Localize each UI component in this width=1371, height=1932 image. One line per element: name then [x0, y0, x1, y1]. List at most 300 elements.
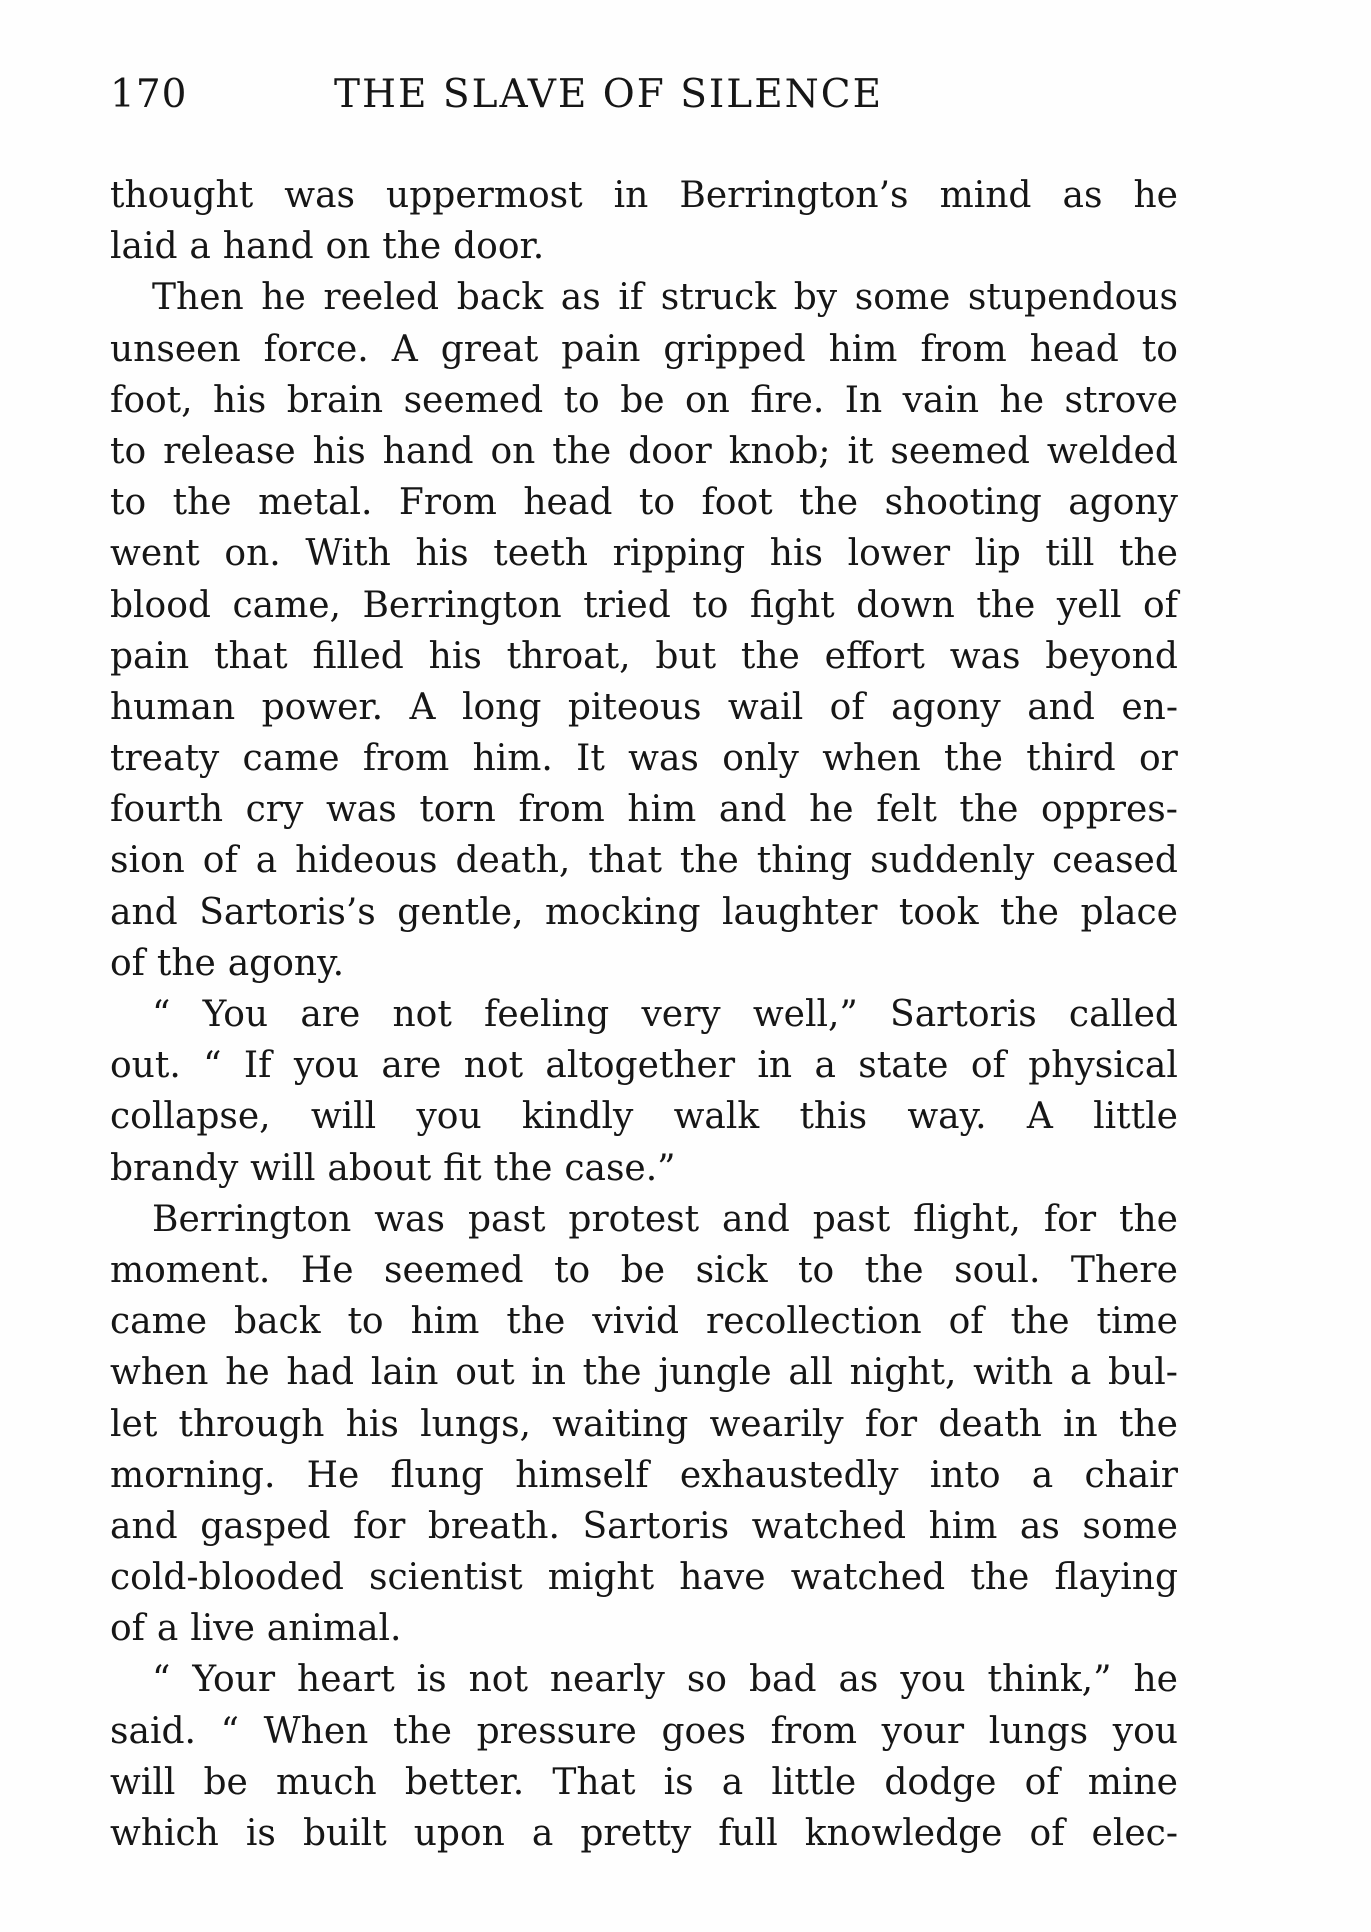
- word: filled: [312, 635, 404, 677]
- word: foot,: [110, 379, 193, 421]
- word: brain: [286, 379, 384, 421]
- word: the: [1119, 1198, 1178, 1240]
- word: his: [428, 635, 482, 677]
- word: the: [172, 482, 232, 524]
- word: to: [110, 482, 147, 524]
- word: the: [582, 1352, 642, 1394]
- word: be: [203, 1761, 248, 1803]
- text-line: [110, 1040, 1178, 1091]
- word: lip: [974, 533, 1021, 575]
- word: the: [864, 1249, 924, 1291]
- word: you: [293, 1045, 360, 1087]
- word: dodge: [884, 1761, 997, 1803]
- word: is: [416, 1659, 447, 1701]
- word: pain: [561, 328, 641, 370]
- word: hand: [222, 226, 314, 268]
- word: with: [973, 1352, 1054, 1394]
- word: for: [864, 1403, 918, 1445]
- word: past: [812, 1198, 891, 1240]
- word: the: [1119, 533, 1178, 575]
- word: reeled: [323, 277, 440, 319]
- word: seemed: [403, 379, 544, 421]
- word: and: [110, 1505, 178, 1547]
- word: state: [858, 1045, 949, 1087]
- word: foot: [701, 482, 773, 524]
- word: said.: [110, 1710, 196, 1752]
- word: case.”: [564, 1147, 676, 1189]
- running-head: [110, 72, 1178, 132]
- word: “: [220, 1710, 240, 1752]
- word: night,: [849, 1352, 957, 1394]
- word: power.: [261, 686, 384, 728]
- word: human: [110, 686, 236, 728]
- word: him: [627, 789, 697, 831]
- word: If: [243, 1045, 272, 1087]
- text-line: [110, 1296, 1178, 1347]
- word: suddenly: [870, 840, 1035, 882]
- word: beyond: [1045, 635, 1178, 677]
- text-line: [110, 221, 1178, 272]
- text-line: [110, 580, 1178, 631]
- word: well,”: [752, 994, 858, 1035]
- word: and: [1027, 686, 1095, 728]
- word: shooting: [884, 482, 1042, 524]
- word: kindly: [521, 1096, 634, 1138]
- word: and: [722, 1198, 790, 1240]
- word: when: [822, 738, 921, 780]
- word: vain: [902, 379, 980, 421]
- word: of: [110, 1608, 145, 1650]
- word: recollection: [705, 1301, 922, 1343]
- word: laid: [110, 226, 178, 268]
- word: much: [276, 1761, 377, 1803]
- word: A: [391, 328, 418, 370]
- word: the: [382, 226, 442, 268]
- word: fit: [443, 1147, 482, 1189]
- word: sion: [110, 840, 185, 882]
- word: Berrington: [152, 1198, 352, 1240]
- word: to: [554, 1249, 591, 1291]
- word: not: [468, 1659, 528, 1701]
- word: the: [679, 840, 739, 882]
- word: way.: [907, 1096, 987, 1138]
- word: of: [1029, 1813, 1065, 1854]
- word: not: [463, 1045, 524, 1087]
- word: of: [110, 942, 145, 984]
- word: thing: [756, 840, 853, 882]
- word: to: [347, 1301, 384, 1343]
- word: heart: [297, 1659, 395, 1701]
- word: great: [440, 328, 539, 370]
- word: by: [793, 277, 838, 319]
- word: built: [302, 1813, 387, 1854]
- word: treaty: [110, 738, 220, 780]
- word: the: [970, 1557, 1030, 1599]
- word: in: [613, 175, 649, 216]
- word: back: [234, 1301, 321, 1343]
- word: as: [1062, 175, 1103, 216]
- word: mine: [1087, 1761, 1178, 1803]
- word: soul.: [954, 1249, 1041, 1291]
- word: animal.: [266, 1608, 402, 1650]
- word: seemed: [890, 430, 1030, 472]
- word: exhaustedly: [679, 1454, 899, 1496]
- word: if: [618, 277, 644, 319]
- word: live: [190, 1608, 255, 1650]
- word: long: [461, 686, 542, 728]
- word: he: [999, 379, 1045, 421]
- text-line: [110, 1603, 1178, 1654]
- word: a: [156, 1608, 179, 1650]
- word: “: [152, 994, 171, 1035]
- word: watched: [790, 1557, 946, 1599]
- word: in: [531, 1352, 566, 1394]
- word: went: [110, 533, 200, 575]
- word: is: [245, 1813, 276, 1854]
- word: have: [679, 1557, 766, 1599]
- word: his: [312, 430, 366, 472]
- word: on: [325, 226, 371, 268]
- text-line: [110, 682, 1178, 733]
- word: fourth: [110, 789, 224, 831]
- word: let: [110, 1403, 158, 1445]
- word: gasped: [200, 1505, 331, 1547]
- word: from: [920, 328, 1007, 370]
- word: strove: [1064, 379, 1178, 421]
- word: yell: [1056, 584, 1122, 626]
- word: a: [721, 1761, 744, 1803]
- word: agony: [891, 686, 1001, 728]
- word: to: [798, 1249, 835, 1291]
- word: little: [1093, 1096, 1178, 1138]
- text-line: [110, 1706, 1178, 1757]
- word: down: [856, 584, 955, 626]
- word: felt: [876, 789, 937, 831]
- word: he: [809, 789, 854, 831]
- word: force.: [263, 328, 369, 370]
- word: he: [225, 1352, 270, 1394]
- word: altogether: [545, 1045, 736, 1087]
- word: that: [214, 635, 288, 677]
- word: protest: [568, 1198, 700, 1240]
- word: your: [881, 1710, 965, 1752]
- word: full: [718, 1813, 778, 1854]
- word: flight,: [913, 1198, 1021, 1240]
- text-line: [110, 1808, 1178, 1859]
- word: elec-: [1091, 1813, 1178, 1854]
- word: the: [799, 482, 859, 524]
- word: head: [523, 482, 613, 524]
- page-number: 170: [110, 72, 188, 117]
- word: him: [410, 1301, 480, 1343]
- word: he: [261, 277, 306, 319]
- word: you: [416, 1096, 482, 1138]
- word: nearly: [549, 1659, 665, 1701]
- text-line: [110, 1552, 1178, 1603]
- word: Sartoris: [582, 1505, 730, 1547]
- text-line: [110, 1501, 1178, 1552]
- word: came: [242, 738, 340, 780]
- word: third: [1026, 738, 1116, 780]
- word: into: [929, 1454, 1001, 1496]
- word: physical: [1028, 1045, 1178, 1087]
- word: mind: [939, 175, 1032, 216]
- word: He: [306, 1454, 360, 1496]
- word: torn: [419, 789, 496, 831]
- word: bul-: [1108, 1352, 1178, 1394]
- word: of: [829, 686, 865, 728]
- word: oppres-: [1040, 789, 1178, 831]
- word: from: [770, 1710, 858, 1752]
- word: for: [353, 1505, 406, 1547]
- word: hideous: [295, 840, 438, 882]
- word: and: [718, 789, 787, 831]
- word: his: [769, 533, 823, 575]
- word: agony: [1068, 482, 1178, 524]
- word: Sartoris’s: [199, 891, 376, 933]
- word: a: [814, 1045, 836, 1087]
- word: back: [456, 277, 544, 319]
- word: was: [325, 789, 397, 831]
- text-line: [110, 784, 1178, 835]
- text-line: [110, 1245, 1178, 1296]
- text-line: [110, 324, 1178, 375]
- text-line: [110, 272, 1178, 323]
- word: it: [847, 430, 874, 472]
- word: will: [310, 1096, 377, 1138]
- text-line: [110, 938, 1178, 989]
- word: the: [506, 1301, 566, 1343]
- word: the: [944, 738, 1003, 780]
- word: piteous: [567, 686, 702, 728]
- word: was: [949, 635, 1021, 677]
- word: There: [1070, 1249, 1178, 1291]
- text-line: [110, 887, 1178, 938]
- word: his: [415, 533, 469, 575]
- word: the: [976, 584, 1036, 626]
- word: as: [560, 277, 601, 319]
- word: came,: [232, 584, 341, 626]
- word: in: [1063, 1403, 1098, 1445]
- word: be: [620, 1249, 666, 1291]
- word: Sartoris: [890, 994, 1037, 1035]
- text-line: [110, 1091, 1178, 1142]
- word: wearily: [709, 1403, 844, 1445]
- word: fight: [749, 584, 835, 626]
- word: upon: [413, 1813, 505, 1854]
- word: some: [854, 277, 951, 319]
- word: the: [552, 430, 612, 472]
- word: en-: [1121, 686, 1178, 728]
- word: teeth: [493, 533, 588, 575]
- word: gentle,: [397, 891, 524, 933]
- word: through: [178, 1403, 325, 1445]
- word: be: [620, 379, 665, 421]
- word: scientist: [369, 1557, 523, 1599]
- book-title: THE SLAVE OF SILENCE: [334, 72, 884, 117]
- word: a: [189, 226, 211, 268]
- word: A: [409, 686, 436, 728]
- word: think,”: [987, 1659, 1112, 1701]
- word: head: [1029, 328, 1119, 370]
- text-line: [110, 1757, 1178, 1808]
- word: Berrington’s: [679, 175, 909, 216]
- text-line: [110, 528, 1178, 579]
- word: to: [638, 482, 675, 524]
- word: knowledge: [804, 1813, 1003, 1854]
- word: He: [300, 1249, 354, 1291]
- word: thought: [110, 175, 254, 216]
- word: about: [327, 1147, 432, 1189]
- word: feeling: [484, 994, 610, 1035]
- word: When: [263, 1710, 369, 1752]
- word: door: [628, 430, 712, 472]
- word: him: [828, 328, 898, 370]
- word: from: [362, 738, 450, 780]
- word: the: [1010, 1301, 1070, 1343]
- word: you: [900, 1659, 966, 1701]
- word: uppermost: [386, 175, 583, 216]
- word: struck: [660, 277, 777, 319]
- text-line: [110, 1654, 1178, 1705]
- text-line: [110, 1450, 1178, 1501]
- word: of: [202, 840, 238, 882]
- word: will: [250, 1147, 316, 1189]
- word: time: [1096, 1301, 1178, 1343]
- word: was: [284, 175, 356, 216]
- word: all: [788, 1352, 833, 1394]
- word: will: [110, 1761, 176, 1803]
- word: called: [1068, 994, 1178, 1035]
- word: little: [771, 1761, 857, 1803]
- word: came: [110, 1301, 208, 1343]
- text-line: [110, 1143, 1178, 1194]
- word: his: [213, 379, 267, 421]
- text-line: [110, 375, 1178, 426]
- word: better.: [404, 1761, 525, 1803]
- word: lower: [847, 533, 951, 575]
- word: you: [1112, 1710, 1178, 1752]
- word: on: [490, 430, 536, 472]
- word: past: [467, 1198, 546, 1240]
- word: from: [518, 789, 605, 831]
- word: bad: [748, 1659, 817, 1701]
- word: waiting: [552, 1403, 689, 1445]
- word: out: [455, 1352, 515, 1394]
- word: place: [1080, 891, 1178, 933]
- word: release: [163, 430, 296, 472]
- word: lain: [370, 1352, 439, 1394]
- word: him.: [472, 738, 553, 780]
- word: ceased: [1052, 840, 1178, 882]
- word: lungs: [988, 1710, 1089, 1752]
- word: welded: [1046, 430, 1178, 472]
- word: of: [948, 1301, 984, 1343]
- word: when: [110, 1352, 209, 1394]
- word: gripped: [663, 328, 806, 370]
- word: not: [392, 994, 452, 1035]
- word: moment.: [110, 1249, 271, 1291]
- word: From: [398, 482, 497, 524]
- word: the: [156, 942, 216, 984]
- word: a: [255, 840, 278, 882]
- word: pressure: [476, 1710, 637, 1752]
- word: fire.: [750, 379, 825, 421]
- word: door.: [453, 226, 545, 268]
- word: his: [345, 1403, 399, 1445]
- word: on: [685, 379, 730, 421]
- word: tried: [583, 584, 671, 626]
- body-text: [110, 170, 1178, 1859]
- word: are: [381, 1045, 442, 1087]
- word: on.: [224, 533, 281, 575]
- word: brandy: [110, 1147, 239, 1189]
- word: In: [844, 379, 883, 421]
- text-line: [110, 835, 1178, 886]
- word: he: [1133, 175, 1178, 216]
- word: walk: [673, 1096, 760, 1138]
- word: “: [203, 1045, 222, 1087]
- word: is: [663, 1761, 694, 1803]
- word: to: [692, 584, 729, 626]
- word: was: [374, 1198, 445, 1240]
- text-line: [110, 170, 1178, 221]
- word: watched: [751, 1505, 907, 1547]
- word: throat,: [506, 635, 631, 677]
- word: death: [938, 1403, 1042, 1445]
- word: sick: [695, 1249, 768, 1291]
- word: blood: [110, 584, 211, 626]
- word: death,: [455, 840, 571, 882]
- word: hand: [382, 430, 474, 472]
- word: a: [1069, 1352, 1092, 1394]
- word: took: [898, 891, 979, 933]
- text-line: [110, 989, 1178, 1040]
- word: breath.: [427, 1505, 560, 1547]
- word: very: [641, 994, 721, 1035]
- word: the: [493, 1147, 553, 1189]
- word: ripping: [612, 533, 746, 575]
- word: but: [655, 635, 717, 677]
- word: himself: [515, 1454, 649, 1496]
- word: stupendous: [967, 277, 1178, 319]
- word: That: [552, 1761, 636, 1803]
- word: of: [970, 1045, 1006, 1087]
- word: as: [1019, 1505, 1060, 1547]
- word: to: [1141, 328, 1178, 370]
- word: till: [1045, 533, 1095, 575]
- word: and: [110, 891, 178, 933]
- word: A: [1026, 1096, 1053, 1138]
- word: flung: [390, 1454, 484, 1496]
- word: a: [1031, 1454, 1054, 1496]
- word: so: [686, 1659, 727, 1701]
- word: that: [588, 840, 662, 882]
- word: some: [1082, 1505, 1178, 1547]
- text-line: [110, 426, 1178, 477]
- word: Berrington: [362, 584, 562, 626]
- word: of: [1024, 1761, 1060, 1803]
- word: unseen: [110, 328, 241, 370]
- text-line: [110, 1194, 1178, 1245]
- word: the: [1118, 1403, 1178, 1445]
- word: With: [305, 533, 391, 575]
- word: wail: [727, 686, 804, 728]
- word: pretty: [580, 1813, 692, 1854]
- word: morning.: [110, 1454, 276, 1496]
- word: “: [152, 1659, 171, 1701]
- word: flaying: [1054, 1557, 1178, 1599]
